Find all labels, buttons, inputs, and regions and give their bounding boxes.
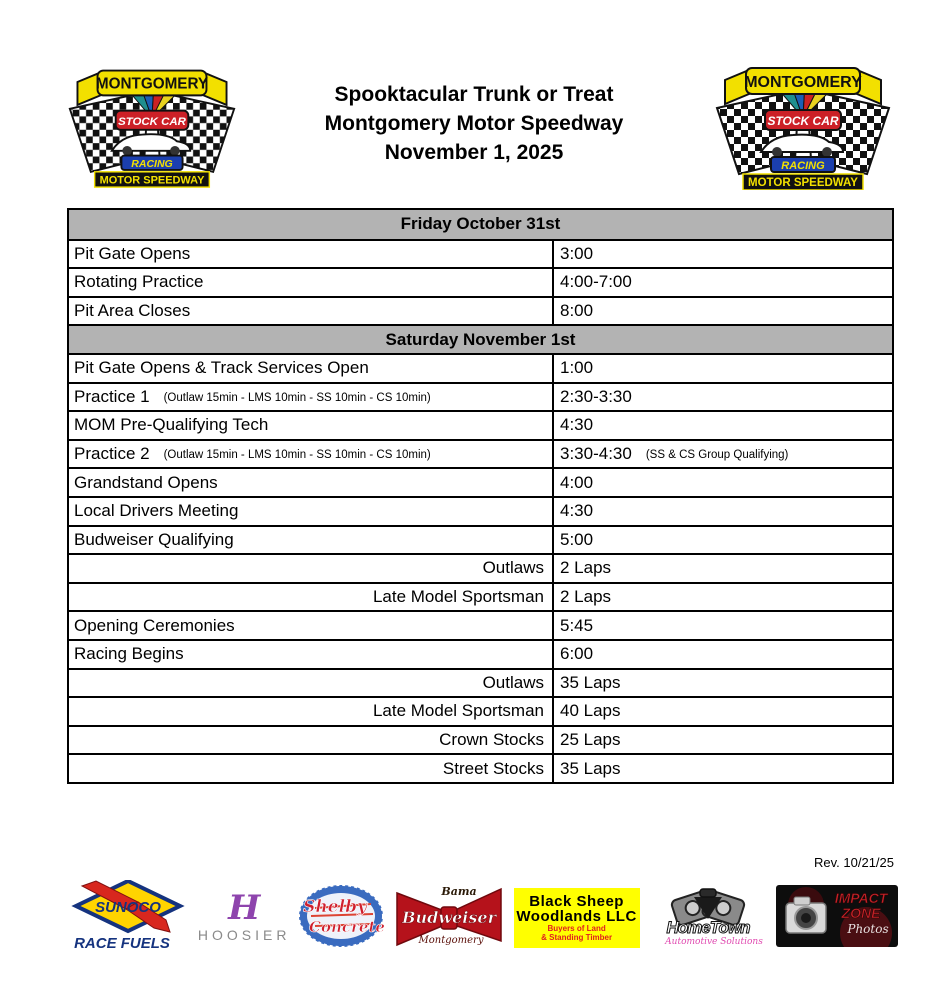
event-label: Rotating Practice — [74, 272, 204, 292]
sponsor-hoosier-logo — [197, 888, 291, 943]
event-label-cell — [69, 269, 554, 296]
event-time-cell — [554, 527, 892, 554]
event-time-cell — [554, 584, 892, 611]
event-label: Street Stocks — [442, 758, 544, 778]
event-time-detail: (SS & CS Group Qualifying) — [645, 449, 789, 462]
section-header-label: Saturday November 1st — [385, 329, 576, 349]
event-time: 2:30-3:30 — [560, 386, 632, 406]
revision-note: Rev. 10/21/25 — [814, 855, 894, 870]
schedule-section-row — [69, 324, 892, 353]
event-time-cell — [554, 612, 892, 639]
event-time-cell — [554, 498, 892, 525]
event-label: Grandstand Opens — [74, 472, 218, 492]
event-time: 35 Laps — [560, 758, 621, 778]
event-label: Budweiser Qualifying — [74, 529, 234, 549]
event-label-cell — [69, 527, 554, 554]
camera-icon — [786, 897, 826, 933]
venue-title: Montgomery Motor Speedway — [324, 112, 624, 135]
event-time: 2 Laps — [560, 558, 612, 578]
event-label-cell — [69, 698, 554, 725]
sponsor-impact-zone-logo — [776, 885, 898, 952]
event-label: Late Model Sportsman — [372, 701, 544, 721]
event-time-cell — [554, 355, 892, 382]
hoosier-wordmark: HOOSIER — [197, 927, 291, 943]
event-time: 3:30-4:30 — [560, 444, 632, 464]
event-label-cell — [69, 641, 554, 668]
event-time-cell — [554, 441, 892, 468]
event-time: 5:00 — [560, 529, 594, 549]
event-label: MOM Pre-Qualifying Tech — [74, 415, 269, 435]
schedule-row — [69, 382, 892, 411]
section-header-label: Friday October 31st — [400, 214, 561, 234]
event-time: 25 Laps — [560, 729, 621, 749]
schedule-row — [69, 525, 892, 554]
event-label: Opening Ceremonies — [74, 615, 235, 635]
event-time-cell — [554, 727, 892, 754]
speedway-logo-graphic — [66, 60, 238, 190]
speedway-logo-graphic — [712, 60, 894, 190]
logo-bottom-text: MOTOR SPEEDWAY — [99, 174, 205, 187]
schedule-row — [69, 553, 892, 582]
stock-car-badge — [116, 111, 189, 130]
racing-banner — [771, 157, 835, 172]
logo-badge-text: STOCK CAR — [767, 114, 839, 128]
event-time: 6:00 — [560, 644, 594, 664]
logo-banner-text: MONTGOMERY — [744, 74, 862, 91]
budweiser-top-text: Bama — [441, 884, 478, 898]
schedule-row — [69, 353, 892, 382]
speedway-logo-right — [712, 60, 894, 190]
sponsor-hometown-logo — [648, 883, 768, 954]
event-label: Late Model Sportsman — [372, 587, 544, 607]
sponsor-shelby-concrete-logo — [297, 882, 385, 955]
event-label: Local Drivers Meeting — [74, 501, 239, 521]
event-label-detail: (Outlaw 15min - LMS 10min - SS 10min - CS 10min) — [163, 391, 431, 404]
schedule-row — [69, 753, 892, 782]
hometown-tagline: Automotive Solutions — [664, 936, 763, 947]
event-time-cell — [554, 670, 892, 697]
event-time-cell — [554, 412, 892, 439]
shelby-line2: Concrete — [309, 917, 386, 936]
impact-line2: ZONE — [841, 904, 881, 921]
event-time-cell — [554, 755, 892, 782]
event-time-cell — [554, 269, 892, 296]
schedule-section-row — [69, 210, 892, 239]
schedule-row — [69, 582, 892, 611]
hometown-wordmark: HomeTown — [666, 917, 750, 937]
event-title: Spooktacular Trunk or Treat — [334, 83, 614, 106]
sunoco-icon — [66, 880, 191, 952]
event-time-cell — [554, 298, 892, 325]
sponsor-logos-row — [66, 882, 898, 954]
logo-banner-text: MONTGOMERY — [95, 75, 209, 93]
schedule-row — [69, 439, 892, 468]
event-time: 8:00 — [560, 301, 594, 321]
budweiser-bottom-text: Montgomery — [418, 934, 484, 946]
blacksheep-line4: & Standing Timber — [541, 933, 613, 942]
budweiser-bowtie-icon — [393, 883, 505, 949]
blacksheep-line2: Woodlands LLC — [516, 907, 637, 925]
event-label-detail: (Outlaw 15min - LMS 10min - SS 10min - CS 10min) — [163, 449, 431, 462]
shelby-line1: Shelby — [303, 896, 368, 917]
speedway-logo-left — [66, 60, 238, 190]
impact-line1: IMPACT — [834, 889, 888, 906]
schedule-row — [69, 639, 892, 668]
impact-zone-icon — [776, 885, 898, 947]
event-label: Practice 2 — [74, 444, 150, 464]
event-time-cell — [554, 698, 892, 725]
stock-car-badge — [765, 110, 841, 130]
event-label: Racing Begins — [74, 644, 184, 664]
motor-speedway-bar — [743, 174, 863, 190]
event-time: 1:00 — [560, 358, 594, 378]
sponsor-budweiser-logo — [393, 883, 505, 954]
logo-bottom-text: MOTOR SPEEDWAY — [748, 177, 858, 189]
event-time: 3:00 — [560, 243, 594, 263]
event-label: Crown Stocks — [439, 729, 544, 749]
schedule-row — [69, 496, 892, 525]
event-label-cell — [69, 555, 554, 582]
event-label-cell — [69, 298, 554, 325]
sponsor-black-sheep-logo — [514, 888, 640, 948]
shelby-oval-icon — [297, 882, 385, 950]
racing-banner — [121, 156, 182, 170]
logo-badge-text: STOCK CAR — [118, 116, 186, 128]
event-label-cell — [69, 612, 554, 639]
event-time: 4:30 — [560, 501, 594, 521]
schedule-row — [69, 296, 892, 325]
schedule-row — [69, 696, 892, 725]
blacksheep-line1: Black Sheep — [529, 892, 624, 910]
event-label: Outlaws — [482, 672, 544, 692]
event-label-cell — [69, 469, 554, 496]
sunoco-wordmark: SUNOCO — [95, 898, 161, 916]
event-label: Practice 1 — [74, 386, 150, 406]
schedule-table — [67, 208, 894, 784]
page-title — [244, 80, 704, 167]
event-time: 2 Laps — [560, 587, 612, 607]
event-time: 4:30 — [560, 415, 594, 435]
sunoco-tagline: RACE FUELS — [74, 934, 170, 952]
event-label-cell — [69, 755, 554, 782]
event-time-cell — [554, 555, 892, 582]
event-time-cell — [554, 469, 892, 496]
schedule-row — [69, 267, 892, 296]
schedule-row — [69, 239, 892, 268]
event-label: Pit Gate Opens — [74, 243, 191, 263]
logo-racing-text: RACING — [131, 158, 173, 171]
event-label: Pit Area Closes — [74, 301, 191, 321]
event-label-cell — [69, 584, 554, 611]
event-time: 35 Laps — [560, 672, 621, 692]
event-time: 4:00-7:00 — [560, 272, 632, 292]
event-time-cell — [554, 641, 892, 668]
event-label-cell — [69, 384, 554, 411]
impact-line3: Photos — [847, 921, 889, 936]
event-time: 5:45 — [560, 615, 594, 635]
schedule-row — [69, 725, 892, 754]
blacksheep-line3: Buyers of Land — [547, 923, 606, 933]
event-label-cell — [69, 670, 554, 697]
event-label-cell — [69, 727, 554, 754]
logo-racing-text: RACING — [781, 160, 825, 172]
budweiser-wordmark: Budweiser — [402, 907, 497, 927]
schedule-row — [69, 410, 892, 439]
event-time-cell — [554, 241, 892, 268]
event-label: Pit Gate Opens & Track Services Open — [74, 358, 369, 378]
event-label-cell — [69, 441, 554, 468]
hoosier-h-icon: H — [228, 888, 261, 928]
event-time-cell — [554, 384, 892, 411]
schedule-row — [69, 668, 892, 697]
event-label-cell — [69, 412, 554, 439]
motor-speedway-bar — [95, 172, 210, 187]
event-label-cell — [69, 498, 554, 525]
event-time: 40 Laps — [560, 701, 621, 721]
event-label-cell — [69, 241, 554, 268]
schedule-row — [69, 610, 892, 639]
event-date: November 1, 2025 — [384, 141, 564, 164]
event-label-cell — [69, 355, 554, 382]
event-label: Outlaws — [482, 558, 544, 578]
hometown-engine-icon — [648, 883, 768, 949]
sponsor-sunoco-logo — [66, 880, 191, 957]
schedule-row — [69, 467, 892, 496]
event-time: 4:00 — [560, 472, 594, 492]
